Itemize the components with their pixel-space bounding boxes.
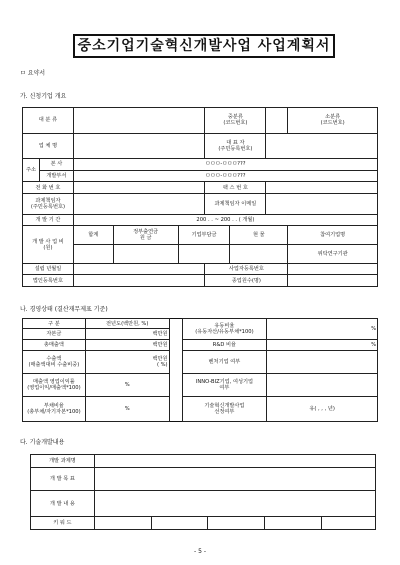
period-value[interactable]: 200 . . ~ 200 . . ( 개월): [73, 214, 377, 226]
liquidity-sub: (유동자산/유동부채*100): [195, 328, 254, 335]
margin-value[interactable]: %: [85, 374, 169, 397]
company-overview-table: [22, 107, 378, 287]
biz-no-label: 사업자등록번호: [205, 263, 288, 275]
biz-no-value[interactable]: [288, 263, 378, 275]
budget-cash-label: 현 물: [230, 226, 288, 245]
phone-value[interactable]: [73, 182, 205, 194]
export-label: 수출액: [46, 356, 62, 363]
export-unit: 백만원: [152, 356, 168, 363]
manager-email-value[interactable]: [266, 193, 378, 214]
section2-heading: 나. 경영상태 (결산재무제표 기준): [20, 306, 108, 313]
phone-label: 전 화 번 호: [23, 182, 74, 194]
section1-heading: 가. 신청기업 개요: [20, 93, 67, 100]
budget-company-label: 기업부담금: [178, 226, 230, 245]
col-gubun: 구 분: [23, 319, 86, 329]
sales-label: 총매출액: [23, 339, 86, 350]
spacer-col: [169, 319, 182, 422]
selected-cell: [182, 396, 267, 421]
budget-total-label: 합계: [73, 226, 113, 245]
budget-gov-sub: 원 금: [139, 235, 152, 242]
est-date-label: 설립 년월일: [23, 263, 74, 275]
employees-value[interactable]: [288, 275, 378, 287]
debt-value[interactable]: %: [85, 396, 169, 421]
small-class-label: 소분류: [325, 114, 341, 121]
field-label: 대 분 류: [23, 108, 74, 134]
summary-label: ㅁ 요약서: [20, 70, 46, 77]
selected-label: 기술혁신개발사업: [204, 402, 245, 409]
field-mid-cell: [205, 108, 266, 134]
content-value[interactable]: [94, 491, 375, 516]
keyword-label: 키 워 드: [31, 516, 95, 529]
rep-cell: [205, 133, 266, 159]
section3-heading: 다. 기술개발내용: [20, 439, 65, 446]
selected-sub: 선정여부: [214, 408, 235, 415]
manager-value[interactable]: [73, 193, 205, 214]
export-cell: [23, 351, 86, 374]
rnd-value[interactable]: %: [267, 339, 378, 350]
corp-no-label: 법인등록번호: [23, 275, 74, 287]
research-label: 개발부서: [39, 170, 73, 182]
keyword-4[interactable]: [265, 516, 322, 529]
budget-gov-value[interactable]: [113, 245, 178, 264]
mid-class-code: (코드번호): [223, 120, 248, 127]
hq-label: 본 사: [39, 159, 73, 171]
budget-label-cell: [23, 226, 74, 263]
small-class-code: (코드번호): [320, 120, 345, 127]
margin-sub: (영업이익/매출액*100): [27, 385, 81, 392]
joint-inst-label: 위탁연구기관: [288, 245, 378, 264]
field-value[interactable]: [73, 108, 205, 134]
innobiz-label: INNO-BIZ기업, 여성기업: [195, 379, 254, 386]
fax-label: 팩 스 번 호: [205, 182, 266, 194]
budget-cash-value[interactable]: [230, 245, 288, 264]
venture-label: 벤처기업 여부: [182, 351, 267, 374]
debt-label: 부채비율: [43, 402, 64, 409]
company-name-value[interactable]: [73, 133, 205, 159]
budget-company-value[interactable]: [178, 245, 230, 264]
address-label: 주소: [23, 159, 40, 182]
field-mid-value[interactable]: [266, 108, 288, 134]
export-value[interactable]: [85, 351, 169, 374]
rep-value[interactable]: [266, 133, 378, 159]
document-title: 중소기업기술혁신개발사업 사업계획서: [73, 34, 335, 58]
keyword-3[interactable]: [208, 516, 265, 529]
manager-email-label: 과제책임자 이메일: [205, 193, 266, 214]
liquidity-label: 유동비율: [214, 322, 235, 329]
export-unit2: ( %): [156, 362, 168, 369]
financial-status-table: [22, 318, 378, 422]
margin-label: 매출액 영업이익률: [33, 379, 75, 386]
page-number: - 5 -: [194, 548, 206, 555]
selected-value[interactable]: 유( , , , 년): [267, 396, 378, 421]
budget-gov-cell: [113, 226, 178, 245]
tech-dev-table: [30, 454, 376, 530]
margin-cell: [23, 374, 86, 397]
keyword-2[interactable]: [151, 516, 208, 529]
company-name-label: 업 체 명: [23, 133, 74, 159]
innobiz-value[interactable]: [267, 374, 378, 397]
hq-value[interactable]: ㅁㅁㅁ-ㅁㅁㅁ???: [73, 159, 377, 171]
goal-label: 개 발 목 표: [31, 468, 95, 491]
corp-no-value[interactable]: [73, 275, 205, 287]
field-small-cell: [288, 108, 378, 134]
innobiz-cell: [182, 374, 267, 397]
venture-value[interactable]: [267, 351, 378, 374]
keyword-1[interactable]: [94, 516, 151, 529]
rnd-label: R&D 비율: [182, 339, 267, 350]
debt-sub: (총부채/자기자본*100): [27, 408, 81, 415]
liquidity-value[interactable]: %: [267, 319, 378, 340]
capital-label: 자본금: [23, 329, 86, 339]
rep-sub: (주민등록번호): [218, 145, 253, 152]
manager-label: 과제책임자: [35, 197, 61, 204]
manager-cell: [23, 193, 74, 214]
capital-value[interactable]: 백만원: [85, 329, 169, 339]
manager-sub: (주민등록번호): [30, 203, 65, 210]
content-label: 개 발 내 용: [31, 491, 95, 516]
research-value[interactable]: ㅁㅁㅁ-ㅁㅁㅁ???: [73, 170, 377, 182]
joint-company-label: 참여기업명: [288, 226, 378, 245]
keyword-5[interactable]: [322, 516, 376, 529]
export-sub: (매출액대비 수출비중): [28, 362, 80, 369]
project-name-label: 개발 과제명: [31, 455, 95, 468]
mid-class-label: 중분류: [227, 114, 243, 121]
right-cell-0: [182, 319, 267, 340]
budget-unit: (원): [43, 244, 53, 251]
col-prev: 전년도(백만원, %): [85, 319, 169, 329]
debt-cell: [23, 396, 86, 421]
rep-label: 대 표 자: [226, 139, 245, 146]
goal-value[interactable]: [94, 468, 375, 491]
project-name-value[interactable]: [94, 455, 375, 468]
fax-value[interactable]: [266, 182, 378, 194]
budget-label: 개 발 사 업 비: [32, 238, 64, 245]
sales-value[interactable]: 백만원: [85, 339, 169, 350]
budget-gov-label: 정부출연금: [133, 229, 159, 236]
period-label: 개 발 기 간: [23, 214, 74, 226]
budget-total-value[interactable]: [73, 245, 113, 264]
innobiz-sub: 여부: [219, 385, 230, 392]
employees-label: 종업원수(명): [205, 275, 288, 287]
est-date-value[interactable]: [73, 263, 205, 275]
